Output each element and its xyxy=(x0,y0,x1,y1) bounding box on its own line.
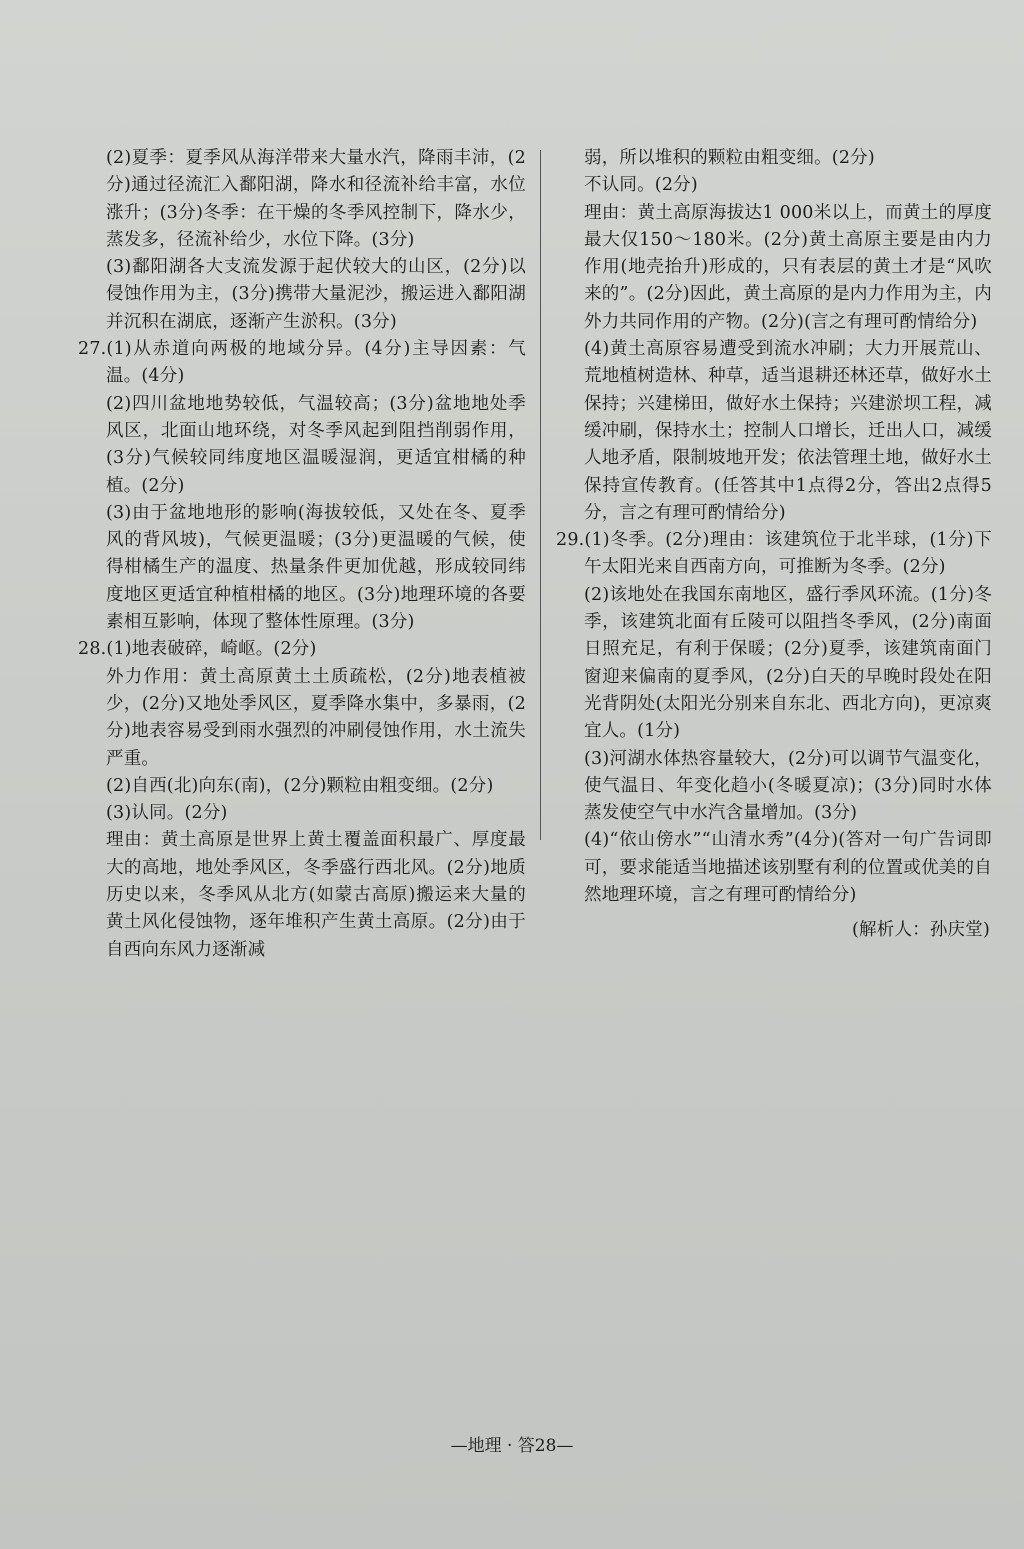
analyst-credit: (解析人：孙庆堂) xyxy=(852,920,990,941)
question-27-answer: 27.(1)从赤道向两极的地域分异。(4分)主导因素：气温。(4分) xyxy=(78,339,526,387)
answer-paragraph: (4)黄土高原容易遭受到流水冲刷；大力开展荒山、荒地植树造林、种草，适当退耕还林还草，做好水土保持；兴建梯田，做好水土保持；兴建淤坝工程，减缓冲刷，保持水土；控制人口增长，迁出人口，减缓人地矛盾，限制坡地开发；依法管理土地，做好水土保持宣传教育。(任答其中1点得2分，答出2点得5分，言之有理可酌情给分) xyxy=(584,339,992,523)
left-column xyxy=(78,145,526,964)
answer-paragraph: 外力作用：黄土高原黄土土质疏松，(2分)地表植被少，(2分)又地处季风区，夏季降水集中，多暴雨，(2分)地表容易受到雨水强烈的冲刷侵蚀作用，水土流失严重。 xyxy=(106,666,526,769)
question-29-answer: 29.(1)冬季。(2分)理由：该建筑位于北半球，(1分)下午太阳光来自西南方向，可推断为冬季。(2分) xyxy=(556,530,992,578)
answer-paragraph: 弱，所以堆积的颗粒由粗变细。(2分) xyxy=(584,148,875,168)
question-28-answer: 28.(1)地表破碎，崎岖。(2分) xyxy=(78,639,317,660)
answer-paragraph: (2)夏季：夏季风从海洋带来大量水汽，降雨丰沛，(2分)通过径流汇入鄱阳湖，降水和径流补给丰富，水位涨升；(3分)冬季：在干燥的冬季风控制下，降水少，蒸发多，径流补给少，水位下降。(3分) xyxy=(106,148,526,250)
answer-paragraph: 不认同。(2分) xyxy=(584,175,698,196)
answer-paragraph: (2)该地处在我国东南地区，盛行季风环流。(1分)冬季，该建筑北面有丘陵可以阻挡冬季风，(2分)南面日照充足，有利于保暖；(2分)夏季，该建筑南面门窗迎来偏南的夏季风，(2分)白天的早晚时段处在阳光背阴处(太阳光分别来自东北、西北方向)，更凉爽宜人。(1分) xyxy=(584,584,992,742)
answer-paragraph: (3)河湖水体热容量较大，(2分)可以调节气温变化，使气温日、年变化趋小(冬暖夏凉)；(3分)同时水体蒸发使空气中水汽含量增加。(3分) xyxy=(584,748,992,824)
page-footer: —地理 · 答28— xyxy=(450,1436,574,1456)
answer-paragraph: 理由：黄土高原是世界上黄土覆盖面积最广、厚度最大的高地，地处季风区，冬季盛行西北风。(2分)地质历史以来，冬季风从北方(如蒙古高原)搬运来大量的黄土风化侵蚀物，逐年堆积产生黄土高原。(2分)由于自西向东风力逐渐减 xyxy=(106,830,526,960)
column-divider xyxy=(540,150,541,840)
answer-paragraph: 理由：黄土高原海拔达1 000米以上，而黄土的厚度最大仅150～180米。(2分)黄土高原主要是由内力作用(地壳抬升)形成的，只有表层的黄土才是“风吹来的”。(2分)因此，黄土高原的是内力作用为主，内外力共同作用的产物。(2分)(言之有理可酌情给分) xyxy=(584,202,992,332)
answer-paragraph: (3)由于盆地地形的影响(海拔较低，又处在冬、夏季风的背风坡)，气候更温暖；(3分)更温暖的气候，使得柑橘生产的温度、热量条件更加优越，形成较同纬度地区更适宜种植柑橘的地区。(3分)地理环境的各要素相互影响，体现了整体性原理。(3分) xyxy=(106,502,526,633)
right-column xyxy=(556,145,992,945)
answer-paragraph: (4)“依山傍水”“山清水秀”(4分)(答对一句广告词即可，要求能适当地描述该别墅有利的位置或优美的自然地理环境，言之有理可酌情给分) xyxy=(584,830,992,906)
answer-paragraph: (3)鄱阳湖各大支流发源于起伏较大的山区，(2分)以侵蚀作用为主，(3分)携带大量泥沙，搬运进入鄱阳湖并沉积在湖底，逐渐产生淤积。(3分) xyxy=(106,257,526,332)
answer-paragraph: (2)四川盆地地势较低，气温较高；(3分)盆地地处季风区，北面山地环绕，对冬季风起到阻挡削弱作用，(3分)气候较同纬度地区温暖湿润，更适宜柑橘的种植。(2分) xyxy=(106,393,526,496)
answer-paragraph: (2)自西(北)向东(南)，(2分)颗粒由粗变细。(2分) xyxy=(106,775,494,796)
answer-paragraph: (3)认同。(2分) xyxy=(106,803,228,824)
